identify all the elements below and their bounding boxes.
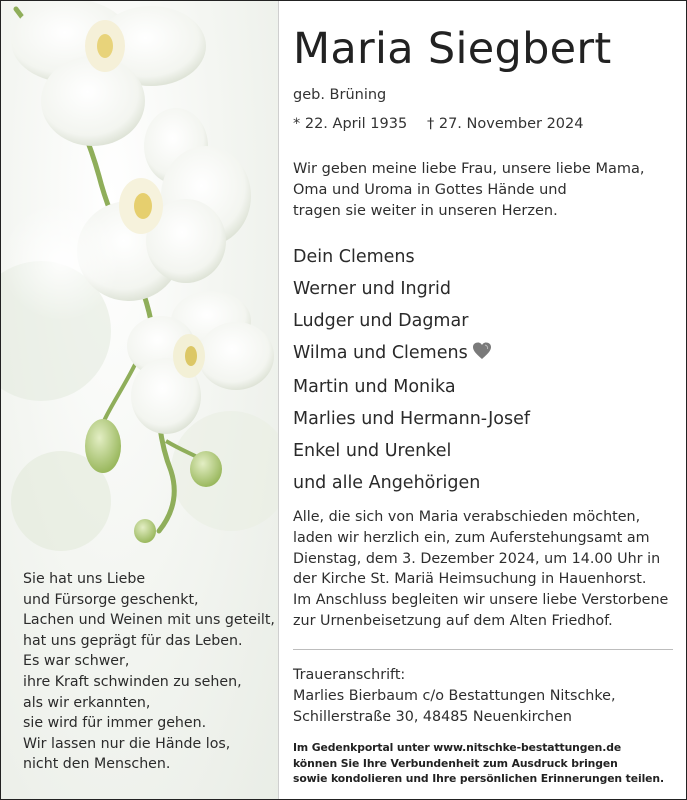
poem-line: als wir erkannten, [23,694,151,711]
intro-text [293,159,678,222]
deceased-name: Maria Siegbert [293,24,612,74]
orchid-bud [190,451,222,487]
poem-line: sie wird für immer gehen. [23,715,207,732]
mourner-entry: Werner und Ingrid [293,279,451,299]
service-line: Alle, die sich von Maria verabschieden möchten, [293,509,641,525]
orchid-illustration [1,1,278,561]
panel-divider [278,1,279,799]
mourners-list [293,241,530,499]
portal-line: sowie kondolieren und Ihre persönlichen Erinnerungen teilen. [293,772,664,785]
address-label: Traueranschrift: [293,667,406,683]
mourner-entry: Wilma und Clemens [293,343,468,363]
address-line: Schillerstraße 30, 48485 Neuenkirchen [293,709,572,725]
orchid-image-panel [1,1,278,799]
mourning-address [293,665,615,728]
mourner-entry: Dein Clemens [293,247,415,267]
heart-icon [472,339,492,371]
orchid-bud [85,419,121,473]
intro-line: tragen sie weiter in unseren Herzen. [293,203,558,219]
service-line: laden wir herzlich ein, zum Auferstehungsamt am [293,529,650,546]
poem [23,569,273,775]
poem-line: Es war schwer, [23,653,130,670]
service-line: Dienstag, dem 3. Dezember 2024, um 14.00 Uhr in [293,550,661,567]
poem-line: nicht den Menschen. [23,756,171,773]
poem-line: und Fürsorge geschenkt, [23,591,199,608]
portal-line: können Sie Ihre Verbundenheit zum Ausdruck bringen [293,756,618,770]
poem-line: Lachen und Weinen mit uns geteilt, [23,612,275,629]
service-line: zur Urnenbeisetzung auf dem Alten Friedhof. [293,612,613,629]
section-rule [293,649,673,650]
poem-line: Sie hat uns Liebe [23,571,146,587]
intro-line: Oma und Uroma in Gottes Hände und [293,182,567,198]
memorial-portal-note [293,740,664,787]
poem-line: ihre Kraft schwinden zu sehen, [23,673,242,690]
service-line: Im Anschluss begleiten wir unsere liebe Verstorbene [293,592,669,609]
orchid-bud [134,519,156,543]
poem-line: Wir lassen nur die Hände los, [23,735,231,752]
poem-line: hat uns geprägt für das Leben. [23,632,243,649]
birth-date: * 22. April 1935 [293,116,408,132]
service-announcement [293,507,681,632]
death-date: † 27. November 2024 [427,116,584,132]
address-line: Marlies Bierbaum c/o Bestattungen Nitschke, [293,688,616,704]
mourner-entry: Ludger und Dagmar [293,311,469,331]
portal-line: Im Gedenkportal unter www.nitschke-bestattungen.de [293,741,622,754]
intro-line: Wir geben meine liebe Frau, unsere liebe Mama, [293,161,645,177]
mourner-entry: Martin und Monika [293,377,456,397]
mourner-entry: und alle Angehörigen [293,473,481,493]
mourner-entry: Enkel und Urenkel [293,441,452,461]
maiden-name: geb. Brüning [293,87,387,103]
service-line: der Kirche St. Mariä Heimsuchung in Hauenhorst. [293,571,647,588]
mourner-entry-with-heart [293,337,530,371]
mourner-entry: Marlies und Hermann-Josef [293,409,531,429]
